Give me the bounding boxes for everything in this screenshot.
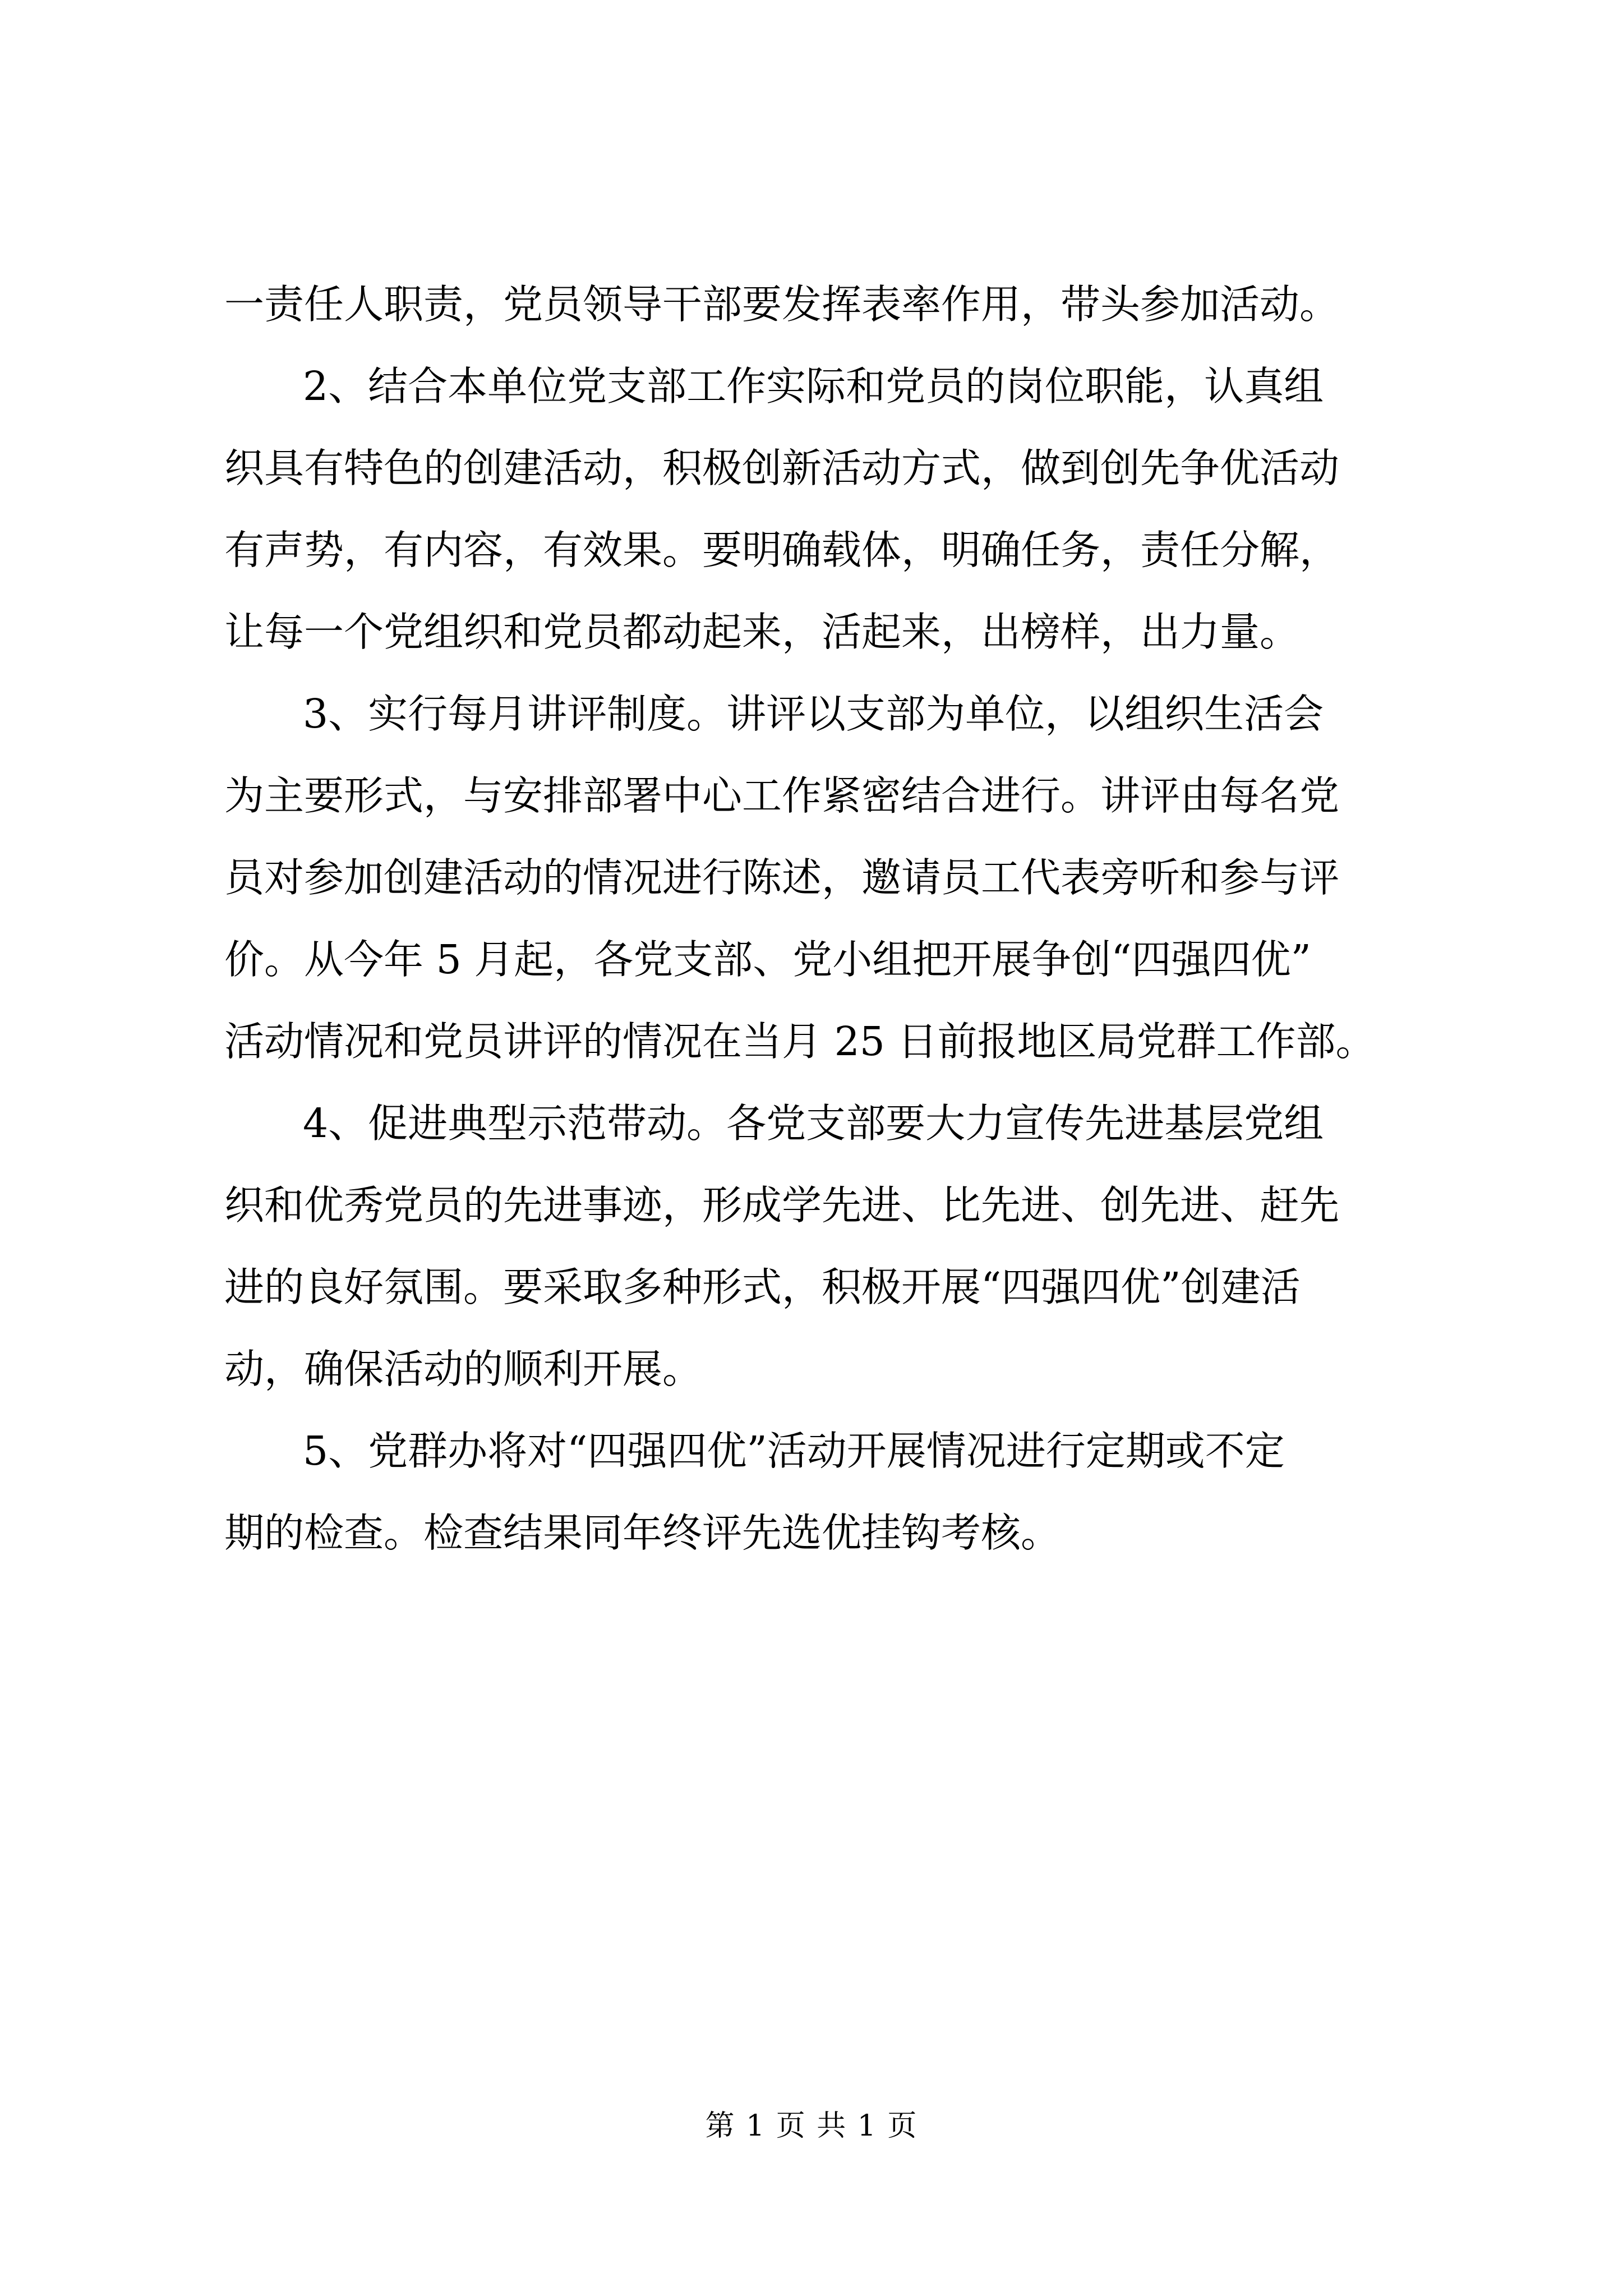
- text-line: 织和优秀党员的先进事迹，形成学先进、比先进、创先进、赶先: [224, 1182, 1340, 1228]
- text-line: 员对参加创建活动的情况进行陈述，邀请员工代表旁听和参与评: [224, 854, 1340, 901]
- text-line: 4、促进典型示范带动。各党支部要大力宣传先进基层党组: [303, 1100, 1324, 1147]
- page-footer: 第 1 页 共 1 页: [705, 2109, 918, 2143]
- text-line: 有声势，有内容，有效果。要明确载体，明确任务，责任分解，: [224, 527, 1340, 573]
- text-line: 一责任人职责，党员领导干部要发挥表率作用，带头参加活动。: [224, 281, 1340, 328]
- text-line: 2、结合本单位党支部工作实际和党员的岗位职能，认真组: [303, 363, 1324, 409]
- text-line: 价。从今年 5 月起，各党支部、党小组把开展争创“四强四优”: [224, 936, 1311, 983]
- text-line: 让每一个党组织和党员都动起来，活起来，出榜样，出力量。: [224, 609, 1300, 655]
- text-line: 5、党群办将对“四强四优”活动开展情况进行定期或不定: [303, 1428, 1285, 1474]
- document-body: [224, 264, 1441, 1574]
- text-line: 活动情况和党员讲评的情况在当月 25 日前报地区局党群工作部。: [224, 1018, 1376, 1065]
- text-line: 织具有特色的创建活动，积极创新活动方式，做到创先争优活动: [224, 445, 1340, 491]
- text-line: 动，确保活动的顺利开展。: [224, 1346, 703, 1392]
- text-line: 进的良好氛围。要采取多种形式，积极开展“四强四优”创建活: [224, 1264, 1301, 1310]
- text-line: 期的检查。检查结果同年终评先选优挂钩考核。: [224, 1510, 1061, 1556]
- text-line: 为主要形式，与安排部署中心工作紧密结合进行。讲评由每名党: [224, 772, 1340, 819]
- text-line: 3、实行每月讲评制度。讲评以支部为单位，以组织生活会: [303, 691, 1324, 737]
